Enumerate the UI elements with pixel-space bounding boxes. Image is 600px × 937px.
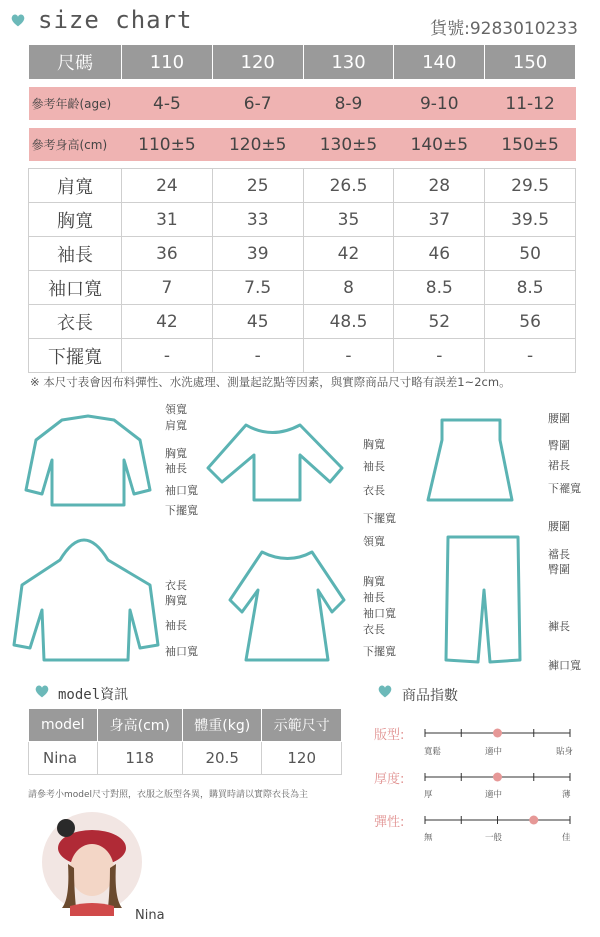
- measure-cell: -: [485, 339, 576, 373]
- measure-cell: -: [212, 339, 303, 373]
- age-cell: 11-12: [485, 87, 576, 121]
- measure-cell: 42: [122, 305, 213, 339]
- diagram-label: 褲長: [548, 620, 570, 633]
- measure-cell: 37: [394, 203, 485, 237]
- model-note: 請參考小model尺寸對照，衣服之版型各異，購買時請以實際衣長為主: [28, 790, 309, 800]
- size-header-label: 尺碼: [29, 45, 122, 80]
- diagram-label: 袖口寬: [165, 645, 198, 658]
- age-cell: 6-7: [212, 87, 303, 121]
- diagram-label: 胸寬: [363, 438, 385, 451]
- diagram-label: 衣長: [363, 623, 385, 636]
- measure-cell: 42: [303, 237, 394, 271]
- diagram-label: 衣長: [165, 579, 187, 592]
- measure-cell: 46: [394, 237, 485, 271]
- index-section-title: 商品指數: [402, 688, 458, 704]
- diagram-label: 下擺寬: [363, 645, 396, 658]
- diagram-label: 腰圍: [548, 412, 570, 425]
- measure-cell: 8.5: [485, 271, 576, 305]
- diagram-label: 胸寬: [165, 447, 187, 460]
- model-table: [28, 708, 342, 775]
- page-title: size chart: [38, 6, 193, 34]
- model-section-title: model資訊: [58, 687, 129, 703]
- scale-tick: 無: [424, 833, 433, 843]
- measure-label: 衣長: [29, 305, 122, 339]
- heart-icon: [34, 683, 50, 699]
- model-photo: [40, 808, 144, 916]
- model-header-cell: 示範尺寸: [262, 709, 342, 742]
- measure-cell: 8.5: [394, 271, 485, 305]
- height-cell: 110±5: [122, 128, 213, 162]
- scale-tick: 佳: [562, 833, 571, 843]
- measure-label: 胸寬: [29, 203, 122, 237]
- measure-cell: 50: [485, 237, 576, 271]
- size-header-row: [29, 45, 576, 80]
- scale-label: 版型:: [374, 728, 405, 743]
- diagram-label: 胸寬: [165, 594, 187, 607]
- diagram-label: 袖長: [165, 462, 187, 475]
- model-row: [29, 742, 342, 775]
- dress-icon: [230, 552, 344, 660]
- size-cell: 110: [122, 45, 213, 80]
- scale-tick: 適中: [485, 747, 503, 757]
- scale-label: 彈性:: [374, 815, 405, 830]
- diagram-label: 領寬: [363, 535, 385, 548]
- measure-label: 袖口寬: [29, 271, 122, 305]
- measure-cell: -: [303, 339, 394, 373]
- size-table: [28, 44, 576, 373]
- measure-cell: 26.5: [303, 169, 394, 203]
- measure-cell: 31: [122, 203, 213, 237]
- table-row: [29, 305, 576, 339]
- model-size: 120: [262, 742, 342, 775]
- scale-tick: 一般: [485, 833, 503, 843]
- diagram-label: 襠長: [548, 548, 570, 561]
- measure-cell: 33: [212, 203, 303, 237]
- size-cell: 150: [485, 45, 576, 80]
- table-row: [29, 339, 576, 373]
- model-caption: Nina: [135, 908, 165, 923]
- diagram-label: 胸寬: [363, 575, 385, 588]
- diagram-label: 袖口寬: [363, 607, 396, 620]
- model-header-cell: 體重(kg): [183, 709, 262, 742]
- measure-cell: 39: [212, 237, 303, 271]
- model-height: 118: [97, 742, 183, 775]
- age-label: 參考年齡(age): [29, 87, 122, 121]
- measure-cell: 24: [122, 169, 213, 203]
- size-cell: 130: [303, 45, 394, 80]
- shirt-icon: [26, 416, 150, 505]
- measure-cell: 52: [394, 305, 485, 339]
- diagram-label: 裙長: [548, 459, 570, 472]
- scale-tick: 厚: [424, 790, 433, 800]
- measure-cell: 28: [394, 169, 485, 203]
- size-cell: 140: [394, 45, 485, 80]
- model-name: Nina: [29, 742, 98, 775]
- diagram-label: 領寬: [165, 403, 187, 416]
- raglan-shirt-icon: [208, 425, 342, 500]
- sku-number: 貨號:9283010233: [430, 19, 578, 39]
- measure-label: 袖長: [29, 237, 122, 271]
- age-cell: 9-10: [394, 87, 485, 121]
- measure-cell: 25: [212, 169, 303, 203]
- heart-icon: [377, 683, 393, 699]
- diagram-label: 袖口寬: [165, 484, 198, 497]
- scale-label: 厚度:: [374, 772, 405, 787]
- model-header-cell: model: [29, 709, 98, 742]
- scale-tick: 適中: [485, 790, 503, 800]
- age-cell: 4-5: [122, 87, 213, 121]
- measure-label: 肩寬: [29, 169, 122, 203]
- scale-marker: [529, 816, 538, 825]
- measure-cell: -: [122, 339, 213, 373]
- table-row: [29, 271, 576, 305]
- garment-diagrams: [0, 395, 600, 675]
- height-cell: 130±5: [303, 128, 394, 162]
- measure-label: 下擺寬: [29, 339, 122, 373]
- model-header-row: [29, 709, 342, 742]
- scale-marker: [493, 773, 502, 782]
- scale-tick: 薄: [562, 790, 571, 800]
- diagram-label: 肩寬: [165, 419, 187, 432]
- diagram-label: 下擺寬: [165, 504, 198, 517]
- diagram-label: 腰圍: [548, 520, 570, 533]
- measure-cell: -: [394, 339, 485, 373]
- diagram-label: 下擺寬: [363, 512, 396, 525]
- height-label: 參考身高(cm): [29, 128, 122, 162]
- size-cell: 120: [212, 45, 303, 80]
- height-cell: 140±5: [394, 128, 485, 162]
- skirt-icon: [428, 420, 512, 500]
- measure-cell: 45: [212, 305, 303, 339]
- diagram-label: 臀圍: [548, 439, 570, 452]
- table-row: [29, 237, 576, 271]
- measure-cell: 35: [303, 203, 394, 237]
- measure-cell: 39.5: [485, 203, 576, 237]
- measure-cell: 29.5: [485, 169, 576, 203]
- pants-icon: [446, 537, 520, 662]
- model-header-cell: 身高(cm): [97, 709, 183, 742]
- hoodie-icon: [14, 540, 158, 660]
- height-row: [29, 128, 576, 162]
- diagram-label: 褲口寬: [548, 659, 581, 672]
- measure-cell: 8: [303, 271, 394, 305]
- measure-cell: 7.5: [212, 271, 303, 305]
- table-row: [29, 203, 576, 237]
- height-cell: 150±5: [485, 128, 576, 162]
- table-row: [29, 169, 576, 203]
- age-row: [29, 87, 576, 121]
- measure-cell: 7: [122, 271, 213, 305]
- size-note: ※ 本尺寸表會因布料彈性、水洗處理、測量起訖點等因素，與實際商品尺寸略有誤差1~2cm。: [30, 375, 511, 389]
- height-cell: 120±5: [212, 128, 303, 162]
- diagram-label: 袖長: [363, 591, 385, 604]
- measure-cell: 56: [485, 305, 576, 339]
- scale-tick: 寬鬆: [424, 747, 442, 757]
- diagram-label: 袖長: [363, 460, 385, 473]
- diagram-label: 衣長: [363, 484, 385, 497]
- measure-cell: 36: [122, 237, 213, 271]
- model-weight: 20.5: [183, 742, 262, 775]
- diagram-label: 下襬寬: [548, 482, 581, 495]
- measure-cell: 48.5: [303, 305, 394, 339]
- diagram-label: 袖長: [165, 619, 187, 632]
- age-cell: 8-9: [303, 87, 394, 121]
- heart-icon: [10, 12, 26, 28]
- scale-marker: [493, 729, 502, 738]
- scale-tick: 貼身: [556, 747, 574, 757]
- diagram-label: 臀圍: [548, 563, 570, 576]
